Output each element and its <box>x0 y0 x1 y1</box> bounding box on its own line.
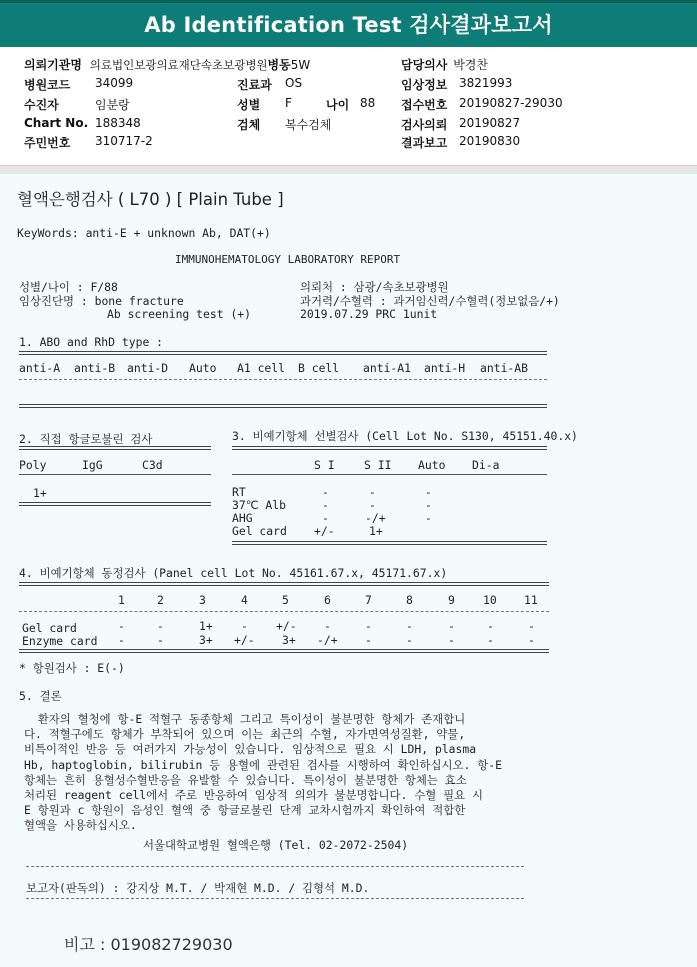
dept-label: 진료과 <box>237 78 272 92</box>
dept-value: OS <box>285 76 303 90</box>
conclusion-line: 항체는 흔히 용혈성수혈반응을 유발할 수 있습니다. 특이성이 불분명한 항체는 효소 <box>24 772 467 787</box>
sec4-cell: +/- <box>234 633 255 647</box>
divider <box>232 474 547 475</box>
sec1-col-7: anti-H <box>424 361 466 375</box>
institution-value: 의료법인보광의료재단속초보광병원 <box>89 58 268 72</box>
institution-label: 의뢰기관명 <box>24 58 82 72</box>
sec1-col-8: anti-AB <box>480 361 529 375</box>
sec2-val-poly: 1+ <box>33 486 47 500</box>
age-value: 88 <box>360 96 376 110</box>
sec2-title: 2. 직접 항글로불린 검사 <box>19 432 153 446</box>
sec3-cell: - <box>322 511 329 525</box>
sec3-cell: - <box>369 485 376 499</box>
divider <box>26 898 524 899</box>
sec3-row-label: RT <box>232 485 246 499</box>
sec1-col-4: A1 cell <box>237 361 286 375</box>
clinical-value: 3821993 <box>459 76 513 90</box>
sec3-col-sii: S II <box>364 458 392 472</box>
sec3-col-dia: Di-a <box>472 458 500 472</box>
reporters: 보고자(판독의) : 강지상 M.T. / 박재현 M.D. / 김형석 M.D. <box>26 881 370 895</box>
sec4-cell: - <box>324 619 331 633</box>
sec2-col-poly: Poly <box>19 458 47 472</box>
doctor-label: 담당의사 <box>401 58 448 72</box>
sec4-cell: -/+ <box>317 633 338 647</box>
sec4-cell: - <box>528 619 535 633</box>
sec3-cell: - <box>369 498 376 512</box>
sec4-col: 11 <box>524 593 538 607</box>
sec4-cell: 3+ <box>199 633 213 647</box>
divider <box>19 649 549 653</box>
sec4-cell: - <box>118 633 125 647</box>
ward-label: 병동 <box>267 58 291 72</box>
sec3-col-auto: Auto <box>418 458 446 472</box>
sec3-cell: - <box>425 485 432 499</box>
note: 비고 : 019082729030 <box>64 935 233 954</box>
sec4-cell: - <box>406 633 413 647</box>
sec3-cell: - <box>425 498 432 512</box>
sec1-col-0: anti-A <box>19 361 61 375</box>
divider <box>26 866 524 867</box>
age-label: 나이 <box>326 98 350 112</box>
receipt-label: 접수번호 <box>401 98 448 112</box>
sec1-col-5: B cell <box>298 361 340 375</box>
sec3-cell: - <box>322 498 329 512</box>
sec1-col-6: anti-A1 <box>363 361 412 375</box>
ward-value: 5W <box>290 58 311 72</box>
conclusion-line: 처리된 reagent cell에서 주로 반응하여 임상적 의의가 불분명합니다. 수혈 필요 시 <box>24 788 483 803</box>
sec4-cell: - <box>241 619 248 633</box>
sec4-cell: - <box>157 633 164 647</box>
sec3-title: 3. 비예기항체 선별검사 (Cell Lot No. S130, 45151.40.x) <box>232 429 578 443</box>
sec4-title: 4. 비예기항체 동정검사 (Panel cell Lot No. 45161.67.x, 45171.67.x) <box>19 566 448 580</box>
hospital-code-value: 34099 <box>95 76 134 90</box>
sec4-cell: - <box>406 619 413 633</box>
report-date-value: 20190830 <box>459 134 521 148</box>
specimen-value: 복수검체 <box>285 118 332 132</box>
sec2-col-igg: IgG <box>82 458 103 472</box>
diagnosis-2: Ab screening test (+) <box>107 307 252 321</box>
sec4-cell: - <box>448 619 455 633</box>
requester-label: 수진자 <box>24 98 59 112</box>
sec4-cell: +/- <box>276 619 297 633</box>
doctor-row <box>401 56 488 73</box>
diagnosis: 임상진단명 : bone fracture <box>19 294 184 308</box>
sec4-row-label: Gel card <box>22 621 77 635</box>
sec4-col: 5 <box>282 593 289 607</box>
id-label: 주민번호 <box>24 136 71 150</box>
lab-title: IMMUNOHEMATOLOGY LABORATORY REPORT <box>175 253 401 266</box>
sec4-row-label: Enzyme card <box>22 634 98 648</box>
sec4-col: 6 <box>324 593 331 607</box>
sec4-col: 4 <box>241 593 248 607</box>
sex-label: 성별 <box>237 98 261 112</box>
sex-value: F <box>285 96 292 110</box>
history-info: 과거력/수혈력 : 과거임신력/수혈력(정보없음/+) <box>300 294 560 308</box>
sec3-cell: - <box>425 511 432 525</box>
sec4-cell: - <box>365 633 372 647</box>
report-date-label: 결과보고 <box>401 136 448 150</box>
hospital-contact: 서울대학교병원 혈액은행 (Tel. 02-2072-2504) <box>143 838 409 852</box>
divider <box>19 582 549 586</box>
divider <box>19 446 211 450</box>
sec4-cell: - <box>487 619 494 633</box>
sec4-col: 1 <box>118 593 125 607</box>
sec4-col: 9 <box>448 593 455 607</box>
conclusion-line: 혈액을 사용하십시오. <box>24 818 137 833</box>
clinical-label: 임상정보 <box>401 78 448 92</box>
sec4-col: 10 <box>483 593 497 607</box>
divider <box>19 404 547 408</box>
hospital-code-label: 병원코드 <box>24 78 71 92</box>
requester-value: 임분랑 <box>95 98 130 112</box>
sec4-col: 2 <box>157 593 164 607</box>
divider <box>232 541 547 545</box>
sec4-cell: 3+ <box>282 633 296 647</box>
sec4-cell: - <box>365 619 372 633</box>
divider <box>19 502 211 506</box>
sec3-row-label: AHG <box>232 511 253 525</box>
receipt-value: 20190827-29030 <box>459 96 563 110</box>
sec1-title: 1. ABO and RhD type : <box>19 335 164 349</box>
sec3-cell: 1+ <box>369 524 383 538</box>
requester-info: 의뢰처 : 삼광/속초보광병원 <box>300 280 449 294</box>
sec3-cell: -/+ <box>365 511 386 525</box>
sec5-title: 5. 결론 <box>19 689 62 703</box>
conclusion-line: E 항원과 c 항원이 음성인 혈액 중 항글로불린 단계 교차시험까지 확인하여 적합한 <box>24 803 466 818</box>
sec3-row-label: 37℃ Alb <box>232 498 286 512</box>
divider <box>19 379 547 380</box>
sec4-cell: 1+ <box>199 619 213 633</box>
chart-label: Chart No. <box>24 116 89 130</box>
sec4-col: 3 <box>199 593 206 607</box>
sec4-col: 7 <box>365 593 372 607</box>
conclusion-line: Hb, haptoglobin, bilirubin 등 용혈에 관련된 검사를 시행하여 확인하십시오. 항-E <box>24 757 502 772</box>
institution-row <box>24 56 310 73</box>
sec4-cell: - <box>448 633 455 647</box>
sec4-cell: - <box>157 619 164 633</box>
sec4-col: 8 <box>406 593 413 607</box>
sec3-row-label: Gel card <box>232 524 287 538</box>
sec1-col-1: anti-B <box>74 361 116 375</box>
sec4-cell: - <box>528 633 535 647</box>
keywords: KeyWords: anti-E + unknown Ab, DAT(+) <box>17 226 271 240</box>
transfusion-info: 2019.07.29 PRC 1unit <box>300 307 438 321</box>
conclusion-line: 비특이적인 반응 등 여러가지 가능성이 있습니다. 임상적으로 필요 시 LDH, plasma <box>24 742 477 757</box>
sec3-cell: +/- <box>314 524 335 538</box>
sec3-col-si: S I <box>314 458 335 472</box>
divider <box>19 351 547 355</box>
doctor-value: 박경찬 <box>453 58 488 72</box>
chart-value: 188348 <box>95 116 141 130</box>
sec2-col-c3d: C3d <box>142 458 163 472</box>
id-value: 310717-2 <box>95 134 153 148</box>
antigen-test: * 항원검사 : E(-) <box>19 661 125 675</box>
report-banner <box>0 0 697 47</box>
divider <box>232 446 547 450</box>
sec3-cell: - <box>322 485 329 499</box>
conclusion-paragraph <box>24 712 564 834</box>
divider <box>19 474 211 475</box>
conclusion-line: 환자의 혈청에 항-E 적혈구 동종항체 그리고 특이성이 불분명한 항체가 존재합니 <box>24 712 466 726</box>
specimen-label: 검체 <box>237 118 261 132</box>
sec4-cell: - <box>487 633 494 647</box>
sex-age: 성별/나이 : F/88 <box>19 280 118 294</box>
report-title: 혈액은행검사 ( L70 ) [ Plain Tube ] <box>17 190 284 209</box>
divider <box>19 611 549 612</box>
sec1-col-3: Auto <box>189 361 217 375</box>
sec1-col-2: anti-D <box>127 361 169 375</box>
banner-title: Ab Identification Test 검사결과보고서 <box>144 13 553 37</box>
sec4-cell: - <box>118 619 125 633</box>
request-date-value: 20190827 <box>459 116 521 130</box>
conclusion-line: 다. 적혈구에도 항체가 부착되어 있으며 이는 최근의 수혈, 자가면역성질환, 약물, <box>24 727 466 742</box>
request-date-label: 검사의뢰 <box>401 118 448 132</box>
